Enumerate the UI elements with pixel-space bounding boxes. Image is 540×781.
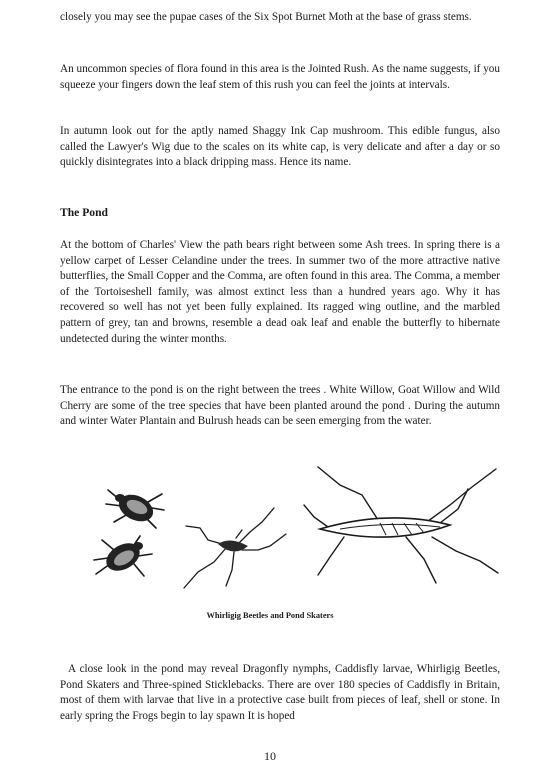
figure-caption: Whirligig Beetles and Pond Skaters (206, 611, 334, 620)
paragraph-burnet-moth: closely you may see the pupae cases of the Six Spot Burnet Moth at the base of grass stems. (60, 11, 472, 23)
paragraph-pond-entrance: The entrance to the pond is on the right between the trees . White Willow, Goat Willow and Wild Cherry are some of the tree species that have been planted around the pond . During the autumn and winter Water Plantain and Bulrush heads can be seen emerging from the water. (60, 384, 500, 428)
paragraph-pond-life: A close look in the pond may reveal Dragonfly nymphs, Caddisfly larvae, Whirligig Beetles, Pond Skaters and Three-spined Sticklebacks. There are over 180 species of Caddisfly in Britain, most of them with larvae that live in a protective case built from pieces of leaf, shell or stone. In early spring the Frogs begin to lay spawn It is hoped (60, 663, 500, 722)
section-heading-pond: The Pond (60, 206, 108, 219)
whirligig-beetle-icon (100, 478, 170, 533)
page-number: 10 (264, 749, 276, 763)
pond-skater-icon (178, 500, 288, 590)
pond-skater-icon (300, 465, 500, 593)
paragraph-jointed-rush: An uncommon species of flora found in this area is the Jointed Rush. As the name suggests, if you squeeze your fingers down the leaf stem of this rush you can feel the joints at intervals. (60, 63, 500, 91)
paragraph-ash-trees: At the bottom of Charles' View the path bears right between some Ash trees. In spring there is a yellow carpet of Lesser Celandine under the trees. In summer two of the more attractive native butterflies, the Small Copper and the Comma, are often found in this area. The Comma, a member of the Tortoiseshell family, was almost extinct less than a hundred years ago. Why it has recovered so well has not yet been fully explained. Its ragged wing outline, and the marbled pattern of grey, tan and browns, resemble a dead oak leaf and enable the butterfly to hibernate undetected during the winter months. (60, 239, 500, 345)
paragraph-shaggy-ink-cap: In autumn look out for the aptly named Shaggy Ink Cap mushroom. This edible fungus, also called the Lawyer's Wig due to the scales on its white cap, is very delicate and after a day or so quickly disintegrates into a black dripping mass. Hence its name. (60, 125, 500, 169)
whirligig-beetle-icon (88, 530, 158, 585)
